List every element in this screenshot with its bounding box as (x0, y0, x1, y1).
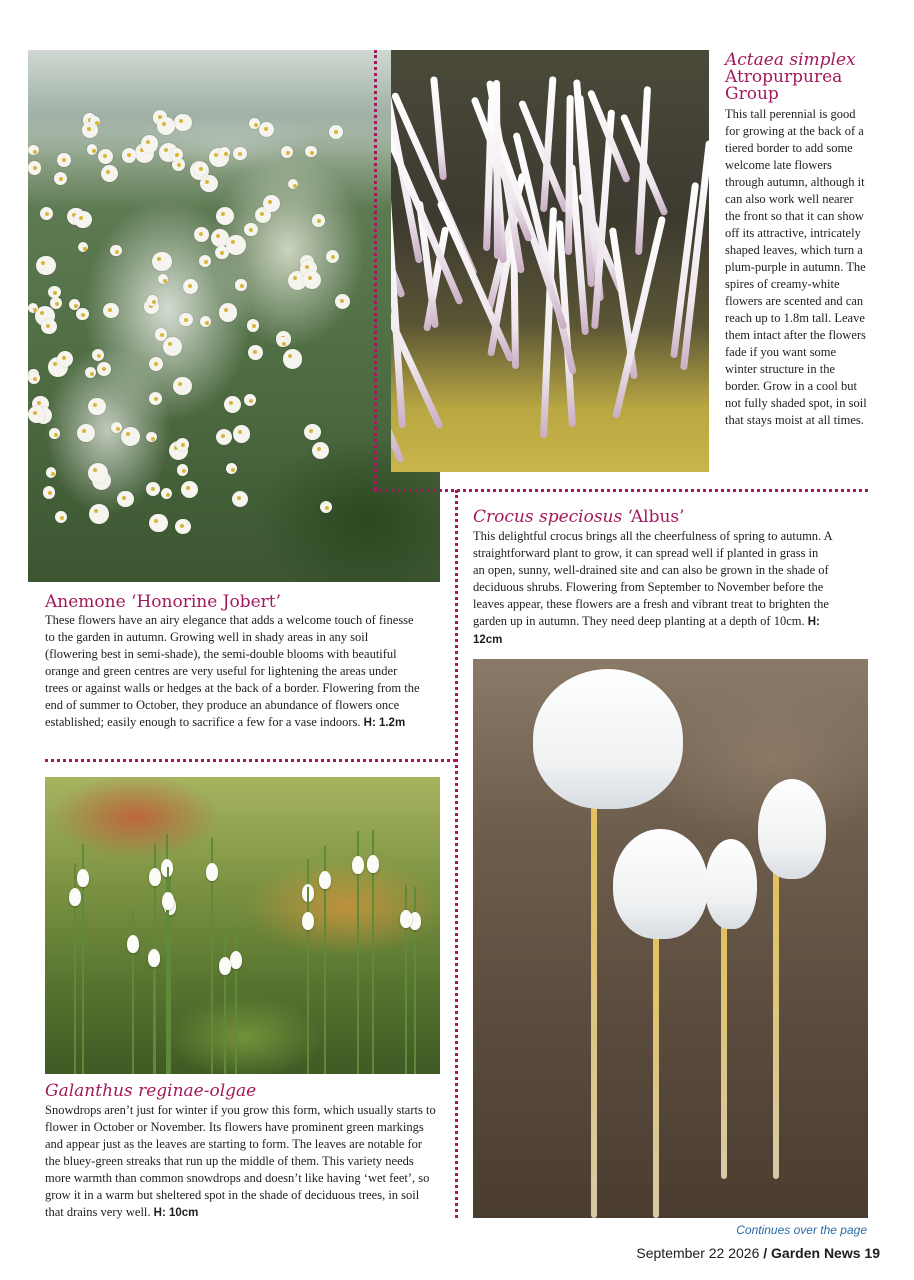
anemone-bloom (55, 511, 67, 523)
anemone-bloom (77, 424, 96, 443)
crocus-bloom (613, 829, 708, 939)
crocus-photo (473, 659, 868, 1218)
crocus-bloom (705, 839, 757, 929)
snowdrop-bloom (219, 957, 231, 975)
anemone-bloom (173, 377, 191, 395)
anemone-bloom (122, 148, 136, 162)
galanthus-description (45, 1102, 440, 1222)
anemone-bloom (36, 256, 56, 276)
anemone-bloom (304, 424, 320, 440)
anemone-bloom (28, 303, 38, 313)
anemone-bloom (76, 308, 88, 320)
snowdrop-bloom (149, 868, 161, 886)
anemone-bloom (49, 428, 60, 439)
crocus-height: H: 12cm (473, 616, 820, 646)
anemone-bloom (110, 245, 122, 257)
anemone-bloom (141, 135, 158, 152)
anemone-bloom (57, 351, 73, 367)
anemone-bloom (28, 372, 40, 384)
anemone-bloom (277, 337, 288, 348)
anemone-bloom (149, 392, 162, 405)
issue-date: September 22 2026 (636, 1245, 760, 1261)
anemone-bloom (147, 295, 158, 306)
snowdrop-bloom (319, 871, 331, 889)
anemone-bloom (40, 207, 53, 220)
actaea-spire (391, 191, 406, 428)
actaea-heading (725, 52, 870, 103)
anemone-bloom (194, 227, 209, 242)
crocus-stem (591, 799, 597, 1218)
anemone-bloom (175, 519, 191, 535)
anemone-bloom (170, 148, 184, 162)
anemone-bloom (41, 319, 56, 334)
crocus-stem (653, 929, 659, 1218)
crocus-description-text: This delightful crocus brings all the cheerfulness of spring to autumn. A straightforward plant to grow, it can spread well if planted in grass in an open, sunny, well-drained site and can also be grown in the shade of deciduous shrubs. Flowering from September to November before the leaves appear, these flowers are a fresh and vibrant treat to brighten the garden up in autumn. They need deep planting at a depth of 10cm. (473, 529, 832, 628)
footer-separator: / (759, 1245, 772, 1261)
snowdrop-bloom (69, 888, 81, 906)
anemone-bloom (224, 396, 241, 413)
publication-name: Garden News (771, 1245, 861, 1261)
anemone-bloom (92, 349, 104, 361)
anemone-bloom (305, 146, 317, 158)
galanthus-photo (45, 777, 440, 1074)
anemone-bloom (121, 427, 140, 446)
snowdrop-bloom (148, 949, 160, 967)
crocus-bloom (533, 669, 683, 809)
anemone-bloom (183, 279, 198, 294)
anemone-bloom (158, 274, 168, 284)
crocus-stem (773, 869, 779, 1179)
anemone-bloom (244, 223, 258, 237)
snowdrop-stem (153, 924, 155, 1074)
anemone-bloom (232, 491, 249, 508)
anemone-bloom (263, 195, 280, 212)
anemone-bloom (149, 514, 168, 533)
anemone-bloom (219, 303, 238, 322)
anemone-bloom (101, 165, 118, 182)
divider-horizontal-left (45, 759, 456, 762)
anemone-bloom (247, 319, 259, 331)
actaea-spire (430, 76, 447, 180)
galanthus-name-italic: Galanthus reginae-olgae (45, 1081, 257, 1101)
anemone-bloom (103, 303, 118, 318)
page-footer (636, 1245, 880, 1261)
galanthus-description-text: Snowdrops aren’t just for winter if you grow this form, which usually starts to flower in October or November. Its flowers have prominent green markings and appear just as the leaves are starting to form. The leaves are notable for the bluey-green streaks that run up the middle of them. This variety needs more warmth than common snowdrops and doesn’t like having ‘wet feet’, so grow it in a warm but sheltered spot in the shade of deciduous trees, in soil that drains very well. (45, 1103, 436, 1219)
crocus-name-rest: ‘Albus’ (627, 507, 685, 527)
anemone-bloom (54, 172, 67, 185)
anemone-bloom (149, 357, 164, 372)
anemone-description (45, 612, 420, 732)
anemone-bloom (179, 313, 192, 326)
anemone-bloom (326, 250, 339, 263)
anemone-bloom (288, 179, 298, 189)
snowdrop-bloom (230, 951, 242, 969)
anemone-bloom (181, 481, 198, 498)
anemone-bloom (194, 162, 208, 176)
anemone-bloom (78, 242, 88, 252)
anemone-description-text: These flowers have an airy elegance that adds a welcome touch of finesse to the garden in autumn. Growing well in shady areas in any soil (flowering best in semi-shade), the semi-double blooms with beautiful orange and green centres are very useful for lightening the areas under trees or against walls or hedges at the back of a border. Flowering from the end of summer to October, they produce an abundance of flowers once established; easily enough to sacrifice a few for a vase indoors. (45, 613, 420, 729)
snowdrop-bloom (206, 863, 218, 881)
actaea-name-italic: Actaea simplex (725, 50, 856, 70)
anemone-bloom (233, 147, 246, 160)
divider-vertical-top (374, 50, 377, 490)
anemone-photo (28, 50, 440, 582)
snowdrop-bloom (400, 910, 412, 928)
actaea-name-rest: Atropurpurea Group (725, 67, 843, 104)
page-number: 19 (864, 1245, 880, 1261)
anemone-bloom (303, 271, 321, 289)
anemone-bloom (74, 211, 91, 228)
actaea-description: This tall perennial is good for growing at the back of a tiered border to add some welcome late flowers through autumn, although it can also work well nearer the front so that it can show off its attractive, intricately shaped leaves, which turn a plum-purple in autumn. The spires of creamy-white flowers are scented and can reach up to 1.8m tall. Leave them intact after the flowers fade if you want some winter structure in the border. Grow in a cool but not fully shaded spot, in soil that stays moist at all times. (725, 107, 867, 427)
anemone-bloom (226, 235, 245, 254)
anemone-bloom (28, 161, 41, 174)
anemone-bloom (57, 153, 71, 167)
crocus-bloom (758, 779, 826, 879)
anemone-bloom (199, 255, 211, 267)
galanthus-heading (45, 1083, 440, 1100)
anemone-heading: Anemone ‘Honorine Jobert’ (45, 592, 282, 612)
anemone-bloom (329, 125, 343, 139)
anemone-bloom (152, 252, 171, 271)
anemone-bloom (216, 429, 233, 446)
anemone-bloom (176, 438, 189, 451)
anemone-bloom (226, 463, 237, 474)
anemone-bloom (48, 286, 60, 298)
anemone-bloom (155, 328, 167, 340)
anemone-bloom (177, 464, 188, 475)
anemone-bloom (163, 337, 182, 356)
anemone-bloom (335, 294, 350, 309)
anemone-bloom (89, 504, 109, 524)
anemone-bloom (244, 394, 256, 406)
snowdrop-bloom (367, 855, 379, 873)
crocus-name-italic: Crocus speciosus (473, 507, 623, 527)
anemone-bloom (312, 442, 329, 459)
anemone-bloom (85, 367, 96, 378)
anemone-bloom (233, 425, 251, 443)
snowdrop-bloom (127, 935, 139, 953)
crocus-description (473, 528, 833, 649)
crocus-heading (473, 509, 868, 526)
anemone-bloom (283, 349, 302, 368)
anemone-bloom (43, 486, 56, 499)
actaea-photo (391, 50, 709, 472)
divider-horizontal-top (374, 489, 868, 492)
anemone-bloom (98, 149, 113, 164)
anemone-bloom (248, 345, 263, 360)
anemone-bloom (235, 279, 246, 290)
anemone-bloom (161, 488, 172, 499)
snowdrop-bloom (352, 856, 364, 874)
anemone-bloom (200, 316, 211, 327)
anemone-bloom (28, 145, 39, 156)
anemone-height: H: 1.2m (363, 717, 406, 729)
crocus-stem (721, 919, 727, 1179)
snowdrop-bloom (77, 869, 89, 887)
anemone-bloom (320, 501, 332, 513)
anemone-bloom (88, 398, 105, 415)
anemone-bloom (146, 482, 160, 496)
anemone-bloom (312, 214, 324, 226)
anemone-bloom (87, 144, 97, 154)
anemone-bloom (111, 422, 122, 433)
anemone-bloom (174, 114, 192, 132)
anemone-bloom (46, 467, 56, 477)
anemone-bloom (216, 207, 234, 225)
anemone-bloom (117, 491, 134, 508)
galanthus-height: H: 10cm (153, 1207, 199, 1219)
snowdrop-stem (224, 932, 226, 1074)
continues-link[interactable]: Continues over the page (736, 1223, 867, 1237)
divider-vertical-middle (455, 490, 458, 1218)
anemone-bloom (157, 117, 175, 135)
anemone-bloom (146, 432, 157, 443)
anemone-bloom (97, 362, 111, 376)
snowdrop-stem (235, 926, 237, 1074)
snowdrop-bloom (302, 912, 314, 930)
anemone-bloom (69, 299, 80, 310)
